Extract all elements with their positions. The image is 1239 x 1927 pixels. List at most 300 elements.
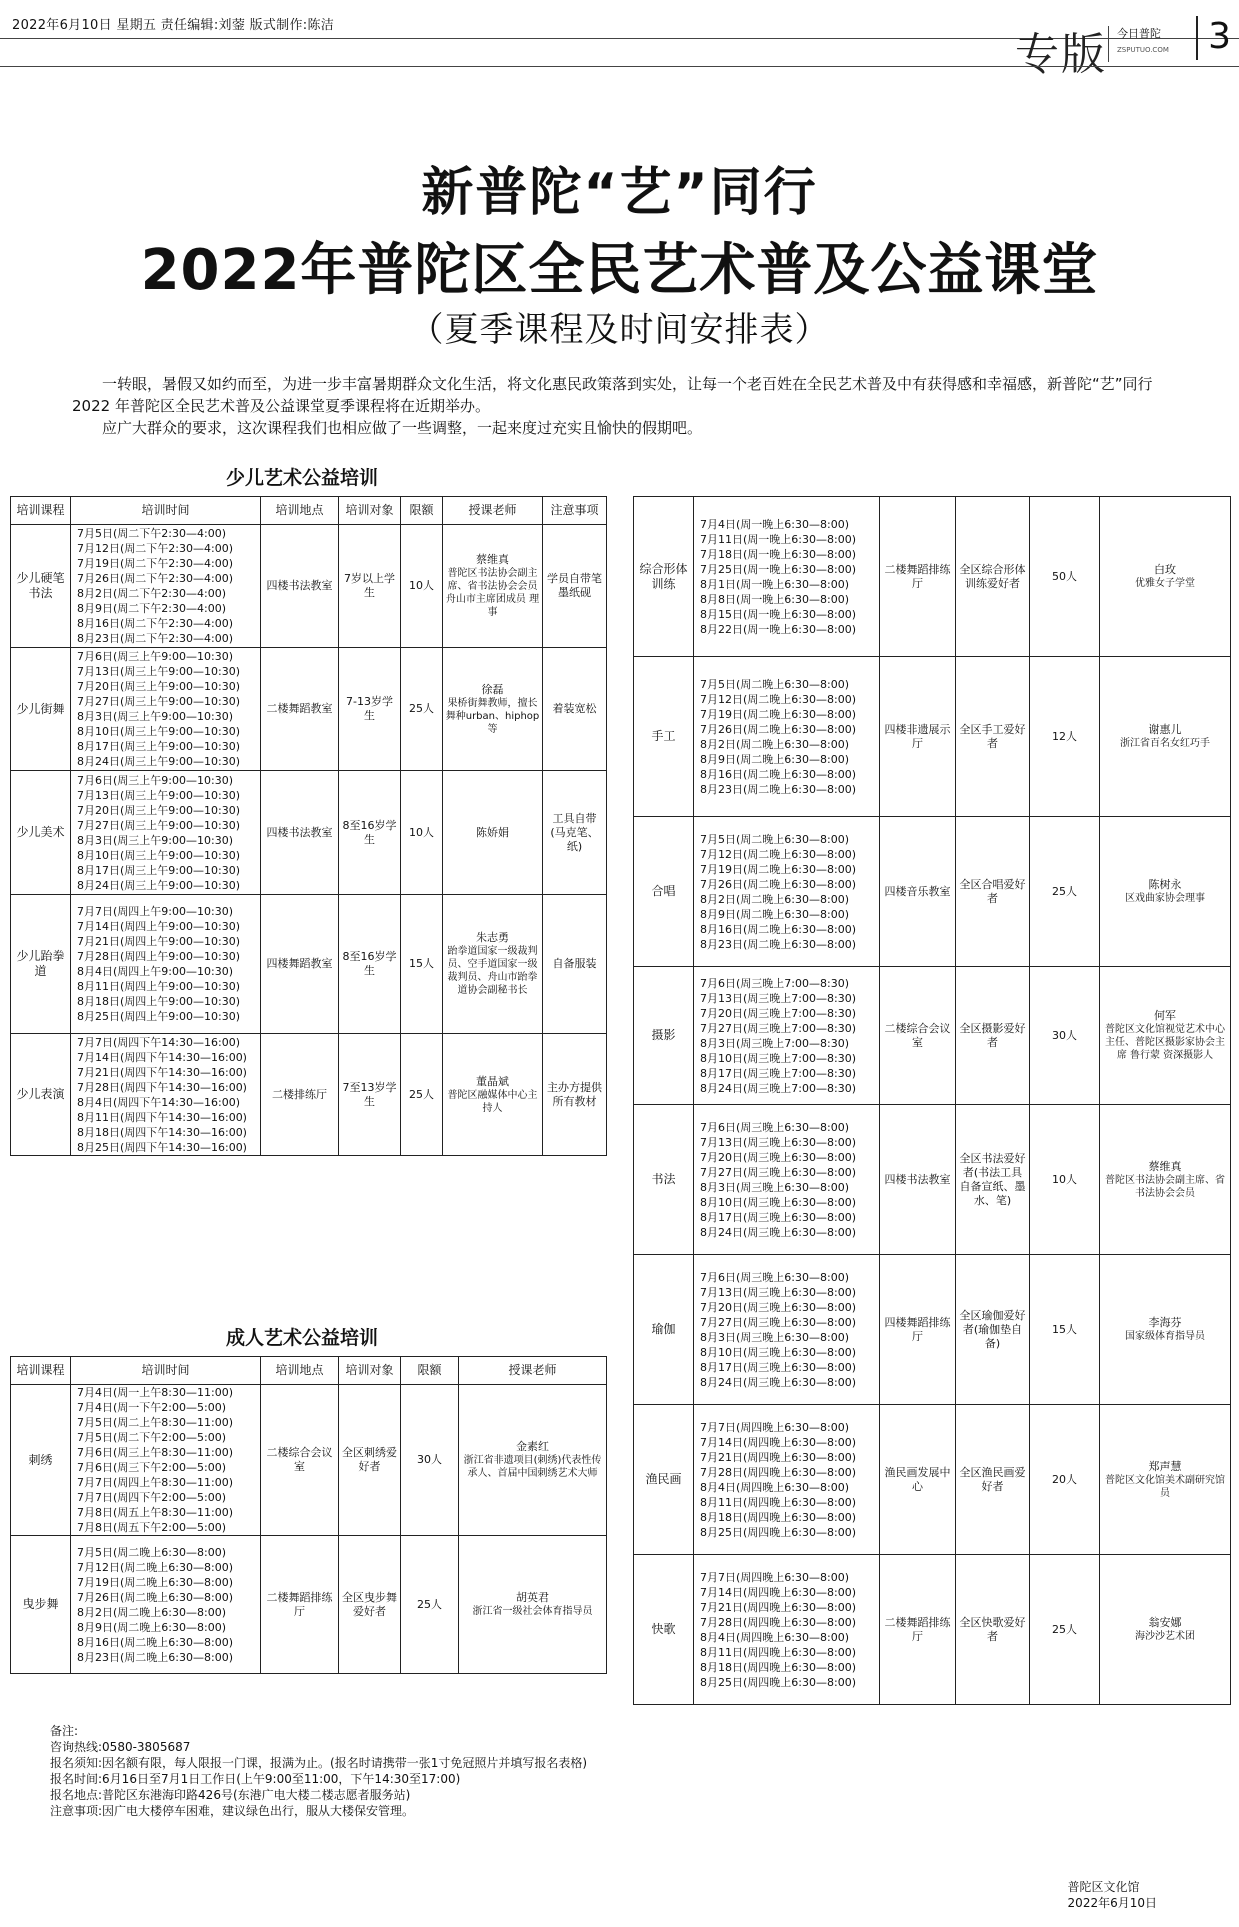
course-place: 二楼舞蹈排练厅	[261, 1536, 339, 1674]
course-limit: 15人	[401, 895, 443, 1034]
course-teacher	[1100, 817, 1231, 967]
time-slot: 8月10日(周三晚上6:30—8:00)	[700, 1195, 856, 1209]
course-place: 二楼排练厅	[261, 1034, 339, 1156]
time-slot: 8月11日(周四晚上6:30—8:00)	[700, 1495, 856, 1509]
adults-heading: 成人艺术公益培训	[226, 1327, 379, 1349]
teacher-desc: 跆拳道国家一级裁判员、空手道国家一级裁判员、舟山市跆拳道协会副秘书长	[447, 946, 538, 996]
time-slot: 7月7日(周四下午2:00—5:00)	[77, 1491, 226, 1504]
course-place: 四楼书法教室	[261, 525, 339, 648]
time-slot: 8月24日(周三晚上6:30—8:00)	[700, 1375, 856, 1389]
course-times	[71, 1034, 261, 1156]
course-teacher	[1100, 967, 1231, 1105]
course-place: 二楼舞蹈排练厅	[880, 497, 956, 657]
time-slot: 7月21日(周四晚上6:30—8:00)	[700, 1450, 856, 1464]
time-slot: 7月12日(周二下午2:30—4:00)	[77, 542, 233, 555]
kids-col-header: 限额	[401, 497, 443, 525]
time-slot: 7月5日(周二下午2:00—5:00)	[77, 1431, 226, 1444]
time-slot: 7月12日(周二晚上6:30—8:00)	[77, 1560, 233, 1574]
course-teacher	[443, 648, 543, 771]
kids-col-header: 培训对象	[339, 497, 401, 525]
course-times	[694, 967, 880, 1105]
course-name: 少儿街舞	[11, 648, 71, 771]
course-target: 全区综合形体训练爱好者	[956, 497, 1030, 657]
time-slot: 7月13日(周三晚上6:30—8:00)	[700, 1285, 856, 1299]
table-row	[11, 1536, 607, 1674]
time-slot: 8月11日(周四下午14:30—16:00)	[77, 1110, 247, 1124]
signature-block	[1068, 1879, 1157, 1911]
logo-text: 今日普陀	[1117, 27, 1161, 40]
time-slot: 8月18日(周四晚上6:30—8:00)	[700, 1510, 856, 1524]
course-target: 7岁以上学生	[339, 525, 401, 648]
time-slot: 7月19日(周二晚上6:30—8:00)	[700, 862, 856, 876]
time-slot: 7月13日(周三上午9:00—10:30)	[77, 665, 240, 678]
time-slot: 8月10日(周三上午9:00—10:30)	[77, 725, 240, 738]
note-line: 咨询热线:0580-3805687	[50, 1740, 191, 1754]
right-course-table	[633, 496, 1231, 1705]
time-slot: 8月10日(周三晚上6:30—8:00)	[700, 1345, 856, 1359]
time-slot: 7月5日(周二晚上6:30—8:00)	[700, 832, 849, 846]
note-line: 备注:	[50, 1724, 79, 1738]
time-slot: 7月14日(周四下午14:30—16:00)	[77, 1050, 247, 1064]
course-limit: 20人	[1030, 1405, 1100, 1555]
kids-col-header: 注意事项	[543, 497, 607, 525]
teacher-desc: 果桥街舞教师，擅长舞种urban、hiphop等	[445, 697, 540, 735]
time-slot: 8月3日(周三晚上6:30—8:00)	[700, 1180, 849, 1194]
time-slot: 8月17日(周三上午9:00—10:30)	[77, 863, 240, 877]
time-slot: 8月16日(周二晚上6:30—8:00)	[700, 767, 856, 781]
time-slot: 8月2日(周二晚上6:30—8:00)	[700, 892, 849, 906]
time-slot: 8月2日(周二晚上6:30—8:00)	[77, 1605, 226, 1619]
course-times	[71, 895, 261, 1034]
course-target: 8至16岁学生	[339, 895, 401, 1034]
time-slot: 8月25日(周四晚上6:30—8:00)	[700, 1525, 856, 1539]
time-slot: 7月14日(周四上午9:00—10:30)	[77, 920, 240, 933]
time-slot: 8月23日(周二晚上6:30—8:00)	[700, 937, 856, 951]
course-limit: 10人	[401, 525, 443, 648]
course-target: 全区刺绣爱好者	[339, 1385, 401, 1536]
course-name: 综合形体训练	[634, 497, 694, 657]
notes-block	[50, 1723, 587, 1819]
course-teacher	[443, 895, 543, 1034]
time-slot: 7月7日(周四下午14:30—16:00)	[77, 1035, 240, 1049]
course-target: 全区手工爱好者	[956, 657, 1030, 817]
time-slot: 8月17日(周三晚上7:00—8:30)	[700, 1066, 856, 1080]
time-slot: 7月27日(周三晚上6:30—8:00)	[700, 1165, 856, 1179]
teacher-desc: 普陀区融媒体中心主持人	[447, 1089, 538, 1114]
kids-table	[10, 496, 607, 1156]
course-name: 手工	[634, 657, 694, 817]
teacher-name: 何军	[1154, 1009, 1176, 1022]
time-slot: 8月10日(周三晚上7:00—8:30)	[700, 1051, 856, 1065]
course-place: 四楼舞蹈排练厅	[880, 1255, 956, 1405]
sign-org: 普陀区文化馆	[1067, 1880, 1140, 1894]
time-slot: 8月24日(周三晚上6:30—8:00)	[700, 1225, 856, 1239]
time-slot: 7月6日(周三上午8:30—11:00)	[77, 1446, 233, 1459]
time-slot: 8月9日(周二晚上6:30—8:00)	[77, 1620, 226, 1634]
course-name: 曳步舞	[11, 1536, 71, 1674]
course-teacher	[443, 771, 543, 895]
course-teacher	[1100, 1555, 1231, 1705]
time-slot: 7月21日(周四晚上6:30—8:00)	[700, 1600, 856, 1614]
course-target: 全区曳步舞爱好者	[339, 1536, 401, 1674]
time-slot: 7月14日(周四晚上6:30—8:00)	[700, 1435, 856, 1449]
course-name: 少儿美术	[11, 771, 71, 895]
course-note: 学员自带笔墨纸砚	[543, 525, 607, 648]
table-row	[634, 1105, 1231, 1255]
course-name: 瑜伽	[634, 1255, 694, 1405]
table-row	[11, 1034, 607, 1156]
time-slot: 8月17日(周三晚上6:30—8:00)	[700, 1210, 856, 1224]
course-place: 二楼舞蹈排练厅	[880, 1555, 956, 1705]
time-slot: 8月3日(周三上午9:00—10:30)	[77, 710, 233, 723]
note-line: 报名时间:6月16日至7月1日工作日(上午9:00至11:00，下午14:30至17:00)	[50, 1772, 461, 1786]
teacher-name: 金素红	[516, 1440, 549, 1453]
time-slot: 7月6日(周三下午2:00—5:00)	[77, 1461, 226, 1474]
teacher-desc: 浙江省百名女红巧手	[1120, 738, 1210, 749]
time-slot: 8月23日(周二晚上6:30—8:00)	[700, 782, 856, 796]
course-times	[694, 657, 880, 817]
time-slot: 8月3日(周三晚上7:00—8:30)	[700, 1036, 849, 1050]
course-name: 快歌	[634, 1555, 694, 1705]
course-target: 全区书法爱好者(书法工具自备宣纸、墨水、笔)	[956, 1105, 1030, 1255]
time-slot: 7月4日(周一下午2:00—5:00)	[77, 1401, 226, 1414]
time-slot: 8月18日(周四晚上6:30—8:00)	[700, 1660, 856, 1674]
course-limit: 50人	[1030, 497, 1100, 657]
time-slot: 7月26日(周二晚上6:30—8:00)	[700, 877, 856, 891]
course-teacher	[443, 525, 543, 648]
course-limit: 25人	[401, 1034, 443, 1156]
teacher-name: 谢惠儿	[1148, 723, 1182, 736]
course-place: 四楼舞蹈教室	[261, 895, 339, 1034]
course-place: 四楼书法教室	[261, 771, 339, 895]
note-line: 报名须知:因名额有限，每人限报一门课，报满为止。(报名时请携带一张1寸免冠照片并填写报名表格)	[50, 1756, 588, 1770]
time-slot: 8月23日(周二晚上6:30—8:00)	[77, 1650, 233, 1664]
course-limit: 10人	[401, 771, 443, 895]
teacher-name: 郑声慧	[1148, 1459, 1182, 1473]
time-slot: 7月28日(周四上午9:00—10:30)	[77, 950, 240, 963]
time-slot: 7月27日(周三晚上6:30—8:00)	[700, 1315, 856, 1329]
course-name: 少儿跆拳道	[11, 895, 71, 1034]
table-row	[634, 817, 1231, 967]
teacher-name: 董晶斌	[476, 1074, 509, 1088]
course-teacher	[1100, 1405, 1231, 1555]
course-limit: 25人	[1030, 817, 1100, 967]
time-slot: 8月24日(周三上午9:00—10:30)	[77, 755, 240, 768]
course-limit: 10人	[1030, 1105, 1100, 1255]
course-teacher	[459, 1385, 607, 1536]
table-row	[634, 1255, 1231, 1405]
course-name: 刺绣	[11, 1385, 71, 1536]
time-slot: 8月4日(周四上午9:00—10:30)	[77, 965, 233, 978]
time-slot: 8月18日(周四上午9:00—10:30)	[77, 995, 240, 1008]
course-teacher	[1100, 657, 1231, 817]
table-row	[634, 1405, 1231, 1555]
course-target: 全区摄影爱好者	[956, 967, 1030, 1105]
teacher-desc: 区戏曲家协会理事	[1125, 893, 1205, 904]
course-place: 四楼非遗展示厅	[880, 657, 956, 817]
course-target: 全区瑜伽爱好者(瑜伽垫自备)	[956, 1255, 1030, 1405]
course-teacher	[443, 1034, 543, 1156]
time-slot: 8月25日(周四上午9:00—10:30)	[77, 1010, 240, 1023]
time-slot: 7月28日(周四晚上6:30—8:00)	[700, 1465, 856, 1479]
section-label: 专版	[1015, 29, 1107, 80]
time-slot: 7月4日(周一上午8:30—11:00)	[77, 1386, 233, 1399]
time-slot: 7月7日(周四上午9:00—10:30)	[77, 905, 233, 918]
time-slot: 7月4日(周一晚上6:30—8:00)	[700, 517, 849, 531]
time-slot: 8月9日(周二下午2:30—4:00)	[77, 602, 226, 615]
time-slot: 7月20日(周三上午9:00—10:30)	[77, 680, 240, 693]
teacher-name: 白玫	[1154, 563, 1176, 576]
time-slot: 8月4日(周四晚上6:30—8:00)	[700, 1630, 849, 1644]
time-slot: 7月26日(周二晚上6:30—8:00)	[77, 1590, 233, 1604]
table-row	[11, 771, 607, 895]
time-slot: 7月20日(周三晚上6:30—8:00)	[700, 1150, 856, 1164]
teacher-desc: 浙江省一级社会体育指导员	[472, 1606, 593, 1617]
course-limit: 30人	[1030, 967, 1100, 1105]
time-slot: 7月7日(周四上午8:30—11:00)	[77, 1476, 233, 1489]
table-row	[11, 895, 607, 1034]
course-target: 7-13岁学生	[339, 648, 401, 771]
course-name: 渔民画	[634, 1405, 694, 1555]
time-slot: 7月12日(周二晚上6:30—8:00)	[700, 847, 856, 861]
course-times	[71, 1536, 261, 1674]
teacher-name: 蔡维真	[1148, 1159, 1182, 1173]
time-slot: 8月2日(周二晚上6:30—8:00)	[700, 737, 849, 751]
teacher-desc: 浙江省非遗项目(刺绣)代表性传承人、首届中国刺绣艺术大师	[463, 1455, 602, 1479]
time-slot: 7月6日(周三晚上6:30—8:00)	[700, 1120, 849, 1134]
time-slot: 7月20日(周三晚上7:00—8:30)	[700, 1006, 856, 1020]
sign-date: 2022年6月10日	[1067, 1896, 1157, 1910]
header-rule-bottom	[0, 66, 1239, 67]
kids-col-header: 培训课程	[11, 497, 71, 525]
course-limit: 25人	[401, 648, 443, 771]
time-slot: 8月25日(周四晚上6:30—8:00)	[700, 1675, 856, 1689]
time-slot: 8月11日(周四晚上6:30—8:00)	[700, 1645, 856, 1659]
course-teacher	[459, 1536, 607, 1674]
course-place: 四楼书法教室	[880, 1105, 956, 1255]
course-place: 二楼综合会议室	[880, 967, 956, 1105]
time-slot: 8月8日(周一晚上6:30—8:00)	[700, 592, 849, 606]
table-row	[11, 1385, 607, 1536]
time-slot: 7月6日(周三上午9:00—10:30)	[77, 773, 233, 787]
teacher-name: 朱志勇	[476, 931, 509, 944]
time-slot: 7月25日(周一晚上6:30—8:00)	[700, 562, 856, 576]
time-slot: 7月28日(周四下午14:30—16:00)	[77, 1080, 247, 1094]
course-place: 二楼舞蹈教室	[261, 648, 339, 771]
time-slot: 7月14日(周四晚上6:30—8:00)	[700, 1585, 856, 1599]
course-times	[694, 817, 880, 967]
time-slot: 7月27日(周三上午9:00—10:30)	[77, 695, 240, 708]
time-slot: 7月7日(周四晚上6:30—8:00)	[700, 1570, 849, 1584]
course-name: 合唱	[634, 817, 694, 967]
time-slot: 7月21日(周四上午9:00—10:30)	[77, 935, 240, 948]
headline-1: 新普陀“艺”同行	[421, 163, 818, 223]
time-slot: 7月19日(周二下午2:30—4:00)	[77, 557, 233, 570]
time-slot: 7月27日(周三上午9:00—10:30)	[77, 818, 240, 832]
teacher-desc: 普陀区文化馆美术副研究馆员	[1105, 1474, 1225, 1499]
time-slot: 7月20日(周三晚上6:30—8:00)	[700, 1300, 856, 1314]
adults-col-header: 限额	[401, 1357, 459, 1385]
time-slot: 8月16日(周二下午2:30—4:00)	[77, 617, 233, 630]
issue-meta: 2022年6月10日 星期五 责任编辑:刘蓥 版式制作:陈洁	[12, 18, 335, 33]
teacher-desc: 海沙沙艺术团	[1135, 1631, 1195, 1642]
course-limit: 12人	[1030, 657, 1100, 817]
teacher-name: 陈娇娟	[476, 825, 509, 839]
course-times	[694, 1105, 880, 1255]
kids-table-header	[11, 497, 607, 525]
course-name: 少儿硬笔书法	[11, 525, 71, 648]
kids-heading: 少儿艺术公益培训	[226, 467, 379, 489]
course-teacher	[1100, 1105, 1231, 1255]
page-number: 3	[1196, 16, 1231, 60]
time-slot: 8月4日(周四下午14:30—16:00)	[77, 1095, 240, 1109]
time-slot: 8月15日(周一晚上6:30—8:00)	[700, 607, 856, 621]
course-limit: 15人	[1030, 1255, 1100, 1405]
time-slot: 7月5日(周二晚上6:30—8:00)	[700, 677, 849, 691]
time-slot: 7月19日(周二晚上6:30—8:00)	[700, 707, 856, 721]
time-slot: 7月13日(周三晚上7:00—8:30)	[700, 991, 856, 1005]
time-slot: 7月12日(周二晚上6:30—8:00)	[700, 692, 856, 706]
time-slot: 8月2日(周二下午2:30—4:00)	[77, 587, 226, 600]
time-slot: 8月1日(周一晚上6:30—8:00)	[700, 577, 849, 591]
intro-text	[72, 373, 1182, 439]
teacher-desc: 优雅女子学堂	[1135, 578, 1195, 589]
teacher-name: 蔡维真	[476, 553, 509, 566]
time-slot: 8月3日(周三晚上6:30—8:00)	[700, 1330, 849, 1344]
course-times	[71, 771, 261, 895]
teacher-desc: 国家级体育指导员	[1125, 1331, 1205, 1342]
time-slot: 7月8日(周五下午2:00—5:00)	[77, 1521, 226, 1534]
course-place: 二楼综合会议室	[261, 1385, 339, 1536]
table-row	[634, 497, 1231, 657]
course-times	[71, 1385, 261, 1536]
adults-col-header: 培训时间	[71, 1357, 261, 1385]
course-target: 全区渔民画爱好者	[956, 1405, 1030, 1555]
table-row	[634, 967, 1231, 1105]
table-row	[634, 1555, 1231, 1705]
time-slot: 7月5日(周二晚上6:30—8:00)	[77, 1545, 226, 1559]
time-slot: 7月21日(周四下午14:30—16:00)	[77, 1065, 247, 1079]
time-slot: 7月26日(周二下午2:30—4:00)	[77, 572, 233, 585]
adults-col-header: 培训对象	[339, 1357, 401, 1385]
time-slot: 8月9日(周二晚上6:30—8:00)	[700, 752, 849, 766]
note-line: 报名地点:普陀区东港海印路426号(东港广电大楼二楼志愿者服务站)	[50, 1788, 411, 1802]
time-slot: 7月11日(周一晚上6:30—8:00)	[700, 532, 856, 546]
kids-col-header: 授课老师	[443, 497, 543, 525]
time-slot: 8月16日(周二晚上6:30—8:00)	[77, 1635, 233, 1649]
course-note: 工具自带(马克笔、纸)	[543, 771, 607, 895]
teacher-name: 徐磊	[481, 682, 504, 696]
time-slot: 8月17日(周三上午9:00—10:30)	[77, 740, 240, 753]
teacher-desc: 普陀区书法协会副主席、省书法协会会员舟山市主席团成员 理事	[445, 568, 540, 618]
course-times	[694, 1405, 880, 1555]
time-slot: 8月16日(周二晚上6:30—8:00)	[700, 922, 856, 936]
course-limit: 30人	[401, 1385, 459, 1536]
logo-url: ZSPUTUO.COM	[1117, 46, 1169, 54]
time-slot: 7月19日(周二晚上6:30—8:00)	[77, 1575, 233, 1589]
time-slot: 7月5日(周二上午8:30—11:00)	[77, 1416, 233, 1429]
course-times	[694, 1555, 880, 1705]
adults-table-header	[11, 1357, 607, 1385]
time-slot: 7月8日(周五上午8:30—11:00)	[77, 1506, 233, 1519]
time-slot: 8月3日(周三上午9:00—10:30)	[77, 833, 233, 847]
teacher-desc: 普陀区文化馆视觉艺术中心主任、普陀区摄影家协会主席 鲁行蒙 资深摄影人	[1105, 1024, 1225, 1061]
course-times	[71, 525, 261, 648]
time-slot: 8月25日(周四下午14:30—16:00)	[77, 1140, 247, 1154]
adults-table	[10, 1356, 607, 1674]
time-slot: 8月22日(周一晚上6:30—8:00)	[700, 622, 856, 636]
course-target: 全区合唱爱好者	[956, 817, 1030, 967]
course-times	[694, 497, 880, 657]
time-slot: 7月6日(周三上午9:00—10:30)	[77, 650, 233, 663]
time-slot: 8月17日(周三晚上6:30—8:00)	[700, 1360, 856, 1374]
time-slot: 7月28日(周四晚上6:30—8:00)	[700, 1615, 856, 1629]
note-line: 注意事项:因广电大楼停车困难，建议绿色出行，服从大楼保安管理。	[50, 1804, 415, 1818]
time-slot: 7月13日(周三晚上6:30—8:00)	[700, 1135, 856, 1149]
time-slot: 7月6日(周三晚上7:00—8:30)	[700, 976, 849, 990]
subheadline: （夏季课程及时间安排表）	[409, 310, 830, 350]
kids-col-header: 培训地点	[261, 497, 339, 525]
course-teacher	[1100, 1255, 1231, 1405]
teacher-name: 翁安娜	[1148, 1616, 1182, 1629]
newspaper-logo	[1108, 26, 1183, 62]
page-header	[0, 0, 1239, 80]
intro-paragraph-2: 应广大群众的要求，这次课程我们也相应做了一些调整，一起来度过充实且愉快的假期吧。	[102, 419, 703, 437]
course-name: 摄影	[634, 967, 694, 1105]
table-row	[634, 657, 1231, 817]
time-slot: 8月24日(周三晚上7:00—8:30)	[700, 1081, 856, 1095]
course-place: 四楼音乐教室	[880, 817, 956, 967]
time-slot: 7月18日(周一晚上6:30—8:00)	[700, 547, 856, 561]
course-target: 8至16岁学生	[339, 771, 401, 895]
teacher-name: 陈树永	[1148, 878, 1182, 891]
adults-col-header: 授课老师	[459, 1357, 607, 1385]
course-note: 主办方提供所有教材	[543, 1034, 607, 1156]
headline-2: 2022年普陀区全民艺术普及公益课堂	[140, 238, 1099, 303]
course-target: 全区快歌爱好者	[956, 1555, 1030, 1705]
course-note: 自备服装	[543, 895, 607, 1034]
time-slot: 8月9日(周二晚上6:30—8:00)	[700, 907, 849, 921]
time-slot: 8月23日(周二下午2:30—4:00)	[77, 632, 233, 645]
course-place: 渔民画发展中心	[880, 1405, 956, 1555]
adults-col-header: 培训课程	[11, 1357, 71, 1385]
time-slot: 8月18日(周四下午14:30—16:00)	[77, 1125, 247, 1139]
time-slot: 8月24日(周三上午9:00—10:30)	[77, 878, 240, 892]
course-limit: 25人	[1030, 1555, 1100, 1705]
time-slot: 7月13日(周三上午9:00—10:30)	[77, 788, 240, 802]
course-target: 7至13岁学生	[339, 1034, 401, 1156]
course-name: 书法	[634, 1105, 694, 1255]
teacher-name: 李海芬	[1148, 1316, 1182, 1329]
time-slot: 8月11日(周四上午9:00—10:30)	[77, 980, 240, 993]
intro-paragraph-1: 一转眼，暑假又如约而至，为进一步丰富暑期群众文化生活，将文化惠民政策落到实处，让每一个老百姓在全民艺术普及中有获得感和幸福感，新普陀“艺”同行 2022 年普陀区全民艺术普及公益课堂夏季课程将在近期举办。	[72, 375, 1153, 415]
course-teacher	[1100, 497, 1231, 657]
time-slot: 7月26日(周二晚上6:30—8:00)	[700, 722, 856, 736]
course-name: 少儿表演	[11, 1034, 71, 1156]
course-note: 着装宽松	[543, 648, 607, 771]
kids-col-header: 培训时间	[71, 497, 261, 525]
time-slot: 7月20日(周三上午9:00—10:30)	[77, 803, 240, 817]
time-slot: 8月4日(周四晚上6:30—8:00)	[700, 1480, 849, 1494]
time-slot: 8月10日(周三上午9:00—10:30)	[77, 848, 240, 862]
table-row	[11, 525, 607, 648]
course-times	[71, 648, 261, 771]
adults-col-header: 培训地点	[261, 1357, 339, 1385]
teacher-name: 胡英君	[516, 1591, 549, 1604]
course-times	[694, 1255, 880, 1405]
course-limit: 25人	[401, 1536, 459, 1674]
time-slot: 7月27日(周三晚上7:00—8:30)	[700, 1021, 856, 1035]
